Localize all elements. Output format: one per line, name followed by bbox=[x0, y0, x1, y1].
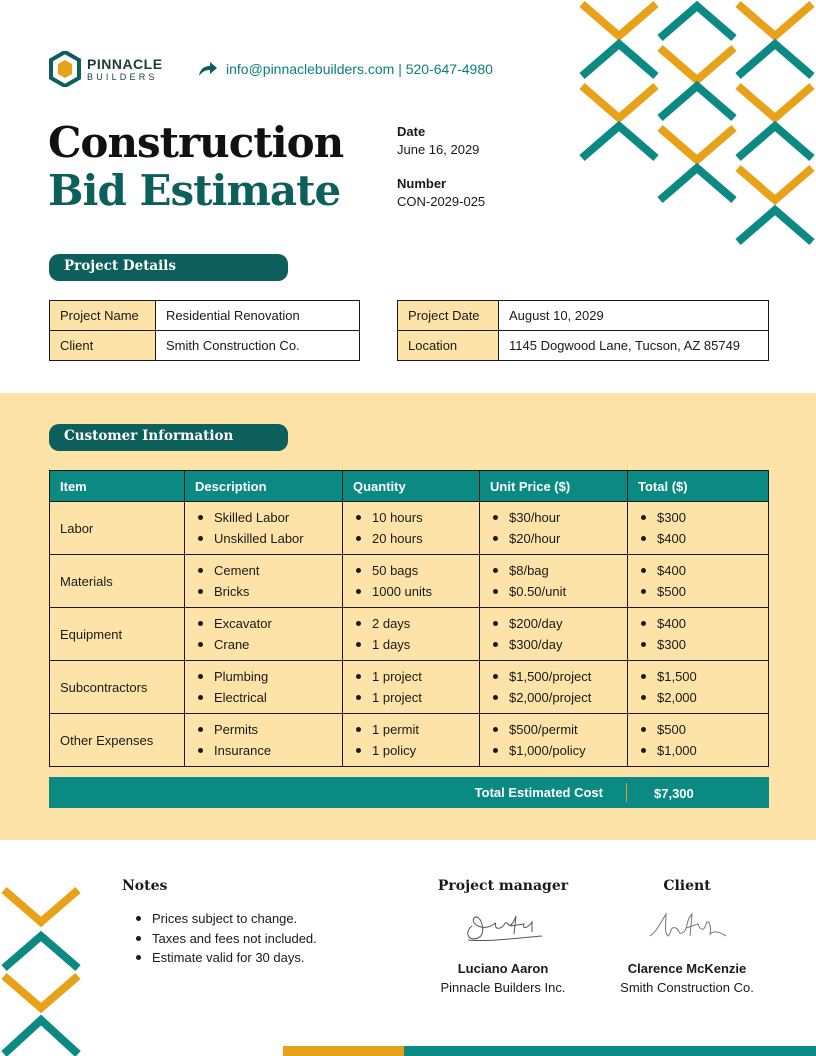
column-header: Item bbox=[50, 471, 185, 502]
list-item: 1 policy bbox=[353, 740, 469, 761]
list-item: $20/hour bbox=[490, 528, 617, 549]
list-item: $200/day bbox=[490, 613, 617, 634]
field-value: Smith Construction Co. bbox=[156, 331, 360, 361]
list-item: 1 days bbox=[353, 634, 469, 655]
list-item: $1,000/policy bbox=[490, 740, 617, 761]
manager-org: Pinnacle Builders Inc. bbox=[440, 980, 566, 995]
list-item: $1,000 bbox=[638, 740, 758, 761]
client-name: Clarence McKenzie bbox=[627, 961, 747, 976]
total-cell bbox=[628, 555, 769, 608]
qty-cell bbox=[343, 502, 480, 555]
item-cell: Other Expenses bbox=[50, 714, 185, 767]
total-cell bbox=[628, 502, 769, 555]
column-header: Total ($) bbox=[628, 471, 769, 502]
list-item: $400 bbox=[638, 528, 758, 549]
number-label: Number bbox=[397, 176, 447, 191]
qty-cell bbox=[343, 608, 480, 661]
list-item: 1000 units bbox=[353, 581, 469, 602]
list-item: $0.50/unit bbox=[490, 581, 617, 602]
list-item: Crane bbox=[195, 634, 332, 655]
price-cell bbox=[480, 502, 628, 555]
desc-cell bbox=[185, 608, 343, 661]
list-item: 1 project bbox=[353, 666, 469, 687]
hexagon-logo-icon bbox=[49, 51, 81, 87]
list-item: $500 bbox=[638, 719, 758, 740]
total-divider bbox=[626, 783, 627, 802]
customer-information-heading: Customer Information bbox=[49, 424, 288, 451]
list-item: Taxes and fees not included. bbox=[134, 929, 317, 949]
list-item: $1,500/project bbox=[490, 666, 617, 687]
notes-list bbox=[134, 909, 317, 968]
table-row bbox=[50, 608, 769, 661]
logo-name: PINNACLE bbox=[87, 55, 163, 72]
list-item: $300/day bbox=[490, 634, 617, 655]
list-item: $500/permit bbox=[490, 719, 617, 740]
field-label: Location bbox=[398, 331, 499, 361]
number-value: CON-2029-025 bbox=[397, 194, 486, 209]
total-cell bbox=[628, 714, 769, 767]
table-row bbox=[398, 301, 769, 331]
table-row bbox=[50, 502, 769, 555]
price-cell bbox=[480, 608, 628, 661]
list-item: Skilled Labor bbox=[195, 507, 332, 528]
qty-cell bbox=[343, 714, 480, 767]
date-label: Date bbox=[397, 124, 426, 139]
list-item: 2 days bbox=[353, 613, 469, 634]
list-item: $400 bbox=[638, 560, 758, 581]
table-row bbox=[398, 331, 769, 361]
list-item: $2,000 bbox=[638, 687, 758, 708]
price-cell bbox=[480, 555, 628, 608]
client-signature-block bbox=[602, 877, 772, 997]
list-item: Unskilled Labor bbox=[195, 528, 332, 549]
client-signature-image bbox=[642, 902, 732, 950]
table-row bbox=[50, 555, 769, 608]
manager-heading: Project manager bbox=[437, 878, 569, 894]
date-block bbox=[397, 123, 479, 159]
footer-bar-orange bbox=[283, 1046, 404, 1056]
contact-info bbox=[198, 61, 493, 77]
list-item: 10 hours bbox=[353, 507, 469, 528]
client-org: Smith Construction Co. bbox=[620, 980, 754, 995]
list-item: 50 bags bbox=[353, 560, 469, 581]
project-details-right-table bbox=[397, 300, 769, 361]
title-line-1: Construction bbox=[48, 118, 344, 167]
list-item: Insurance bbox=[195, 740, 332, 761]
list-item: $400 bbox=[638, 613, 758, 634]
price-cell bbox=[480, 714, 628, 767]
list-item: Bricks bbox=[195, 581, 332, 602]
list-item: $1,500 bbox=[638, 666, 758, 687]
total-cost-bar bbox=[49, 777, 769, 808]
column-header: Quantity bbox=[343, 471, 480, 502]
desc-cell bbox=[185, 502, 343, 555]
project-details-left-table bbox=[49, 300, 360, 361]
title-line-2: Bid Estimate bbox=[48, 166, 341, 215]
field-value: Residential Renovation bbox=[156, 301, 360, 331]
manager-signature-image bbox=[458, 902, 548, 950]
price-cell bbox=[480, 661, 628, 714]
list-item: $8/bag bbox=[490, 560, 617, 581]
footer-bar-teal bbox=[404, 1046, 816, 1056]
total-value: $7,300 bbox=[654, 786, 694, 801]
column-header: Description bbox=[185, 471, 343, 502]
list-item: Prices subject to change. bbox=[134, 909, 317, 929]
list-item: $300 bbox=[638, 507, 758, 528]
desc-cell bbox=[185, 555, 343, 608]
item-cell: Materials bbox=[50, 555, 185, 608]
list-item: Plumbing bbox=[195, 666, 332, 687]
company-logo bbox=[49, 51, 163, 87]
list-item: Estimate valid for 30 days. bbox=[134, 948, 317, 968]
list-item: 1 project bbox=[353, 687, 469, 708]
column-header: Unit Price ($) bbox=[480, 471, 628, 502]
field-value: 1145 Dogwood Lane, Tucson, AZ 85749 bbox=[499, 331, 769, 361]
table-row bbox=[50, 661, 769, 714]
project-details-heading: Project Details bbox=[49, 254, 288, 281]
item-cell: Labor bbox=[50, 502, 185, 555]
list-item: Electrical bbox=[195, 687, 332, 708]
list-item: $2,000/project bbox=[490, 687, 617, 708]
client-heading: Client bbox=[663, 878, 711, 894]
notes-heading: Notes bbox=[122, 878, 168, 894]
list-item: Excavator bbox=[195, 613, 332, 634]
contact-text: info@pinnaclebuilders.com | 520-647-4980 bbox=[226, 61, 493, 77]
number-block bbox=[397, 175, 485, 211]
table-row bbox=[50, 331, 360, 361]
desc-cell bbox=[185, 714, 343, 767]
list-item: Permits bbox=[195, 719, 332, 740]
total-cell bbox=[628, 608, 769, 661]
list-item: 1 permit bbox=[353, 719, 469, 740]
item-cell: Subcontractors bbox=[50, 661, 185, 714]
date-value: June 16, 2029 bbox=[397, 142, 480, 157]
table-header-row bbox=[50, 471, 769, 502]
chevron-pattern-decoration-left bbox=[0, 886, 82, 1056]
total-cell bbox=[628, 661, 769, 714]
list-item: 20 hours bbox=[353, 528, 469, 549]
list-item: $500 bbox=[638, 581, 758, 602]
cost-table bbox=[49, 470, 769, 767]
field-value: August 10, 2029 bbox=[499, 301, 769, 331]
field-label: Project Date bbox=[398, 301, 499, 331]
table-row bbox=[50, 301, 360, 331]
list-item: Cement bbox=[195, 560, 332, 581]
qty-cell bbox=[343, 661, 480, 714]
list-item: $300 bbox=[638, 634, 758, 655]
share-arrow-icon bbox=[198, 61, 218, 77]
table-row bbox=[50, 714, 769, 767]
list-item: $30/hour bbox=[490, 507, 617, 528]
field-label: Client bbox=[50, 331, 156, 361]
chevron-pattern-decoration bbox=[578, 0, 816, 250]
desc-cell bbox=[185, 661, 343, 714]
field-label: Project Name bbox=[50, 301, 156, 331]
manager-signature-block bbox=[423, 877, 583, 997]
qty-cell bbox=[343, 555, 480, 608]
total-label: Total Estimated Cost bbox=[474, 785, 603, 800]
item-cell: Equipment bbox=[50, 608, 185, 661]
logo-subtitle: BUILDERS bbox=[87, 71, 158, 82]
manager-name: Luciano Aaron bbox=[457, 961, 549, 976]
